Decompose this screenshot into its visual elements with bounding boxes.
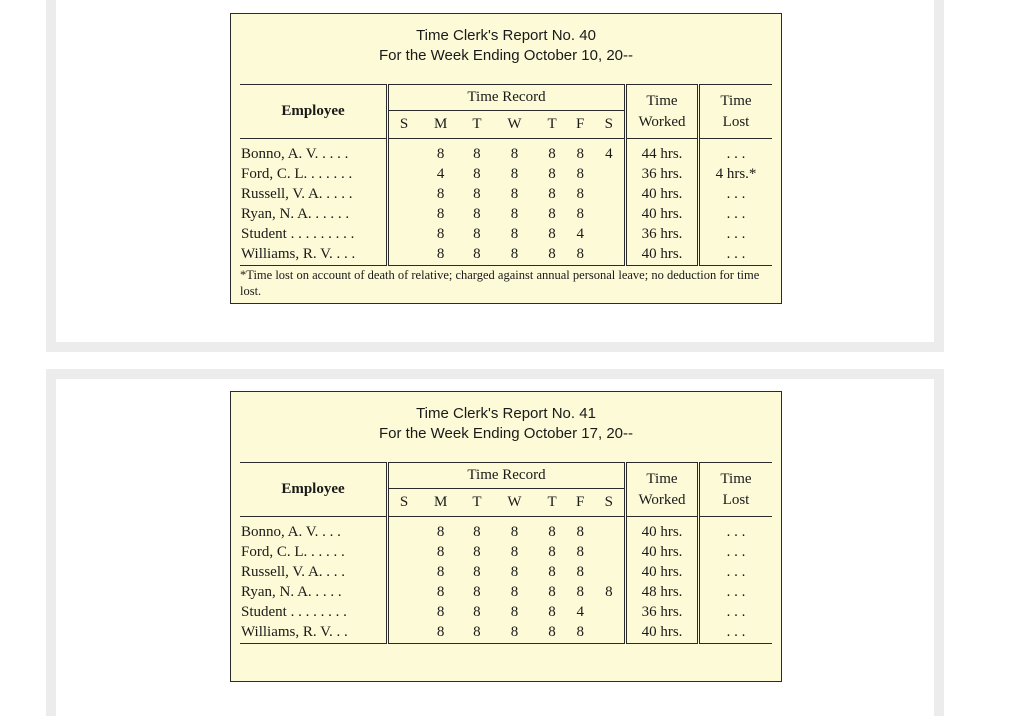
day-hours bbox=[388, 622, 420, 644]
time-lost: . . . bbox=[726, 563, 746, 580]
day-hours: 8 bbox=[473, 165, 481, 182]
day-hours: 8 bbox=[419, 244, 462, 266]
time-lost: . . . bbox=[726, 185, 746, 202]
day-hours: 8 bbox=[473, 523, 481, 540]
header-employee: Employee bbox=[240, 85, 388, 139]
day-hours: 8 bbox=[567, 622, 594, 644]
employee-name: Russell, V. A. . . . . bbox=[241, 185, 353, 202]
employee-name: Russell, V. A. . . . bbox=[241, 563, 346, 580]
report-title bbox=[231, 14, 781, 62]
day-header: S bbox=[388, 489, 420, 517]
day-hours: 8 bbox=[576, 205, 584, 222]
header-time-lost-line1: Time bbox=[720, 92, 752, 109]
employee-name: Ryan, N. A. . . . . bbox=[241, 583, 342, 600]
report-title bbox=[231, 392, 781, 440]
day-hours: 8 bbox=[576, 165, 584, 182]
day-hours: 8 bbox=[548, 225, 556, 242]
day-hours bbox=[388, 224, 420, 244]
table-row bbox=[240, 562, 772, 582]
day-hours bbox=[594, 562, 626, 582]
day-hours bbox=[388, 582, 420, 602]
day-hours: 8 bbox=[510, 205, 519, 222]
day-hours: 8 bbox=[473, 205, 481, 222]
table-row bbox=[240, 244, 772, 266]
day-hours bbox=[594, 622, 626, 644]
time-lost: . . . bbox=[726, 603, 746, 620]
day-hours: 8 bbox=[548, 145, 556, 162]
time-worked: 36 hrs. bbox=[626, 224, 699, 244]
day-hours bbox=[594, 542, 626, 562]
header-time-worked-line2: Worked bbox=[638, 491, 686, 508]
day-hours: 8 bbox=[462, 622, 492, 644]
header-time-lost bbox=[699, 463, 773, 517]
day-hours: 4 bbox=[436, 165, 445, 182]
header-time-lost bbox=[699, 85, 773, 139]
day-header: S bbox=[594, 111, 626, 139]
employee-name: Student . . . . . . . . . bbox=[241, 225, 355, 242]
day-hours: 8 bbox=[510, 603, 519, 620]
day-hours: 8 bbox=[419, 622, 462, 644]
day-hours: 8 bbox=[510, 145, 519, 162]
employee-name: Williams, R. V. . . . bbox=[240, 244, 388, 266]
table-row bbox=[240, 164, 772, 184]
day-hours bbox=[388, 542, 420, 562]
employee-name: Student . . . . . . . . bbox=[241, 603, 347, 620]
day-hours: 8 bbox=[473, 543, 481, 560]
report-panel bbox=[46, 0, 944, 352]
time-worked: 44 hrs. bbox=[626, 139, 699, 165]
day-hours bbox=[594, 224, 626, 244]
day-hours bbox=[594, 164, 626, 184]
footnote: *Time lost on account of death of relative; charged against annual personal leave; no deduction for time lost. bbox=[240, 268, 760, 298]
table-row bbox=[240, 224, 772, 244]
employee-name: Ford, C. L. . . . . . bbox=[241, 543, 345, 560]
time-worked: 40 hrs. bbox=[626, 622, 699, 644]
day-hours bbox=[594, 602, 626, 622]
time-record-table bbox=[240, 462, 772, 644]
day-header: M bbox=[419, 111, 462, 139]
time-lost: . . . bbox=[726, 205, 746, 222]
day-hours: 8 bbox=[436, 185, 445, 202]
day-header: F bbox=[567, 489, 594, 517]
day-hours: 8 bbox=[548, 543, 556, 560]
time-lost: . . . bbox=[726, 543, 746, 560]
day-hours: 8 bbox=[462, 244, 492, 266]
table-row bbox=[240, 139, 772, 165]
header-time-worked bbox=[626, 85, 699, 139]
time-lost: . . . bbox=[699, 244, 773, 266]
time-worked: 40 hrs. bbox=[626, 517, 699, 543]
header-time-record: Time Record bbox=[388, 463, 626, 489]
day-hours bbox=[388, 517, 420, 543]
day-hours: 8 bbox=[473, 563, 481, 580]
day-hours: 8 bbox=[436, 225, 445, 242]
table-row bbox=[240, 582, 772, 602]
day-hours: 8 bbox=[473, 185, 481, 202]
day-hours: 8 bbox=[510, 523, 519, 540]
day-hours bbox=[594, 184, 626, 204]
day-hours: 8 bbox=[473, 145, 481, 162]
header-employee: Employee bbox=[240, 463, 388, 517]
day-hours: 8 bbox=[436, 145, 445, 162]
header-time-lost-line2: Lost bbox=[722, 113, 750, 130]
time-lost: . . . bbox=[699, 622, 773, 644]
table-row bbox=[240, 622, 772, 644]
day-hours: 8 bbox=[436, 543, 445, 560]
time-clerk-report bbox=[230, 13, 782, 304]
report-number: Time Clerk's Report No. 40 bbox=[416, 27, 596, 44]
day-hours: 8 bbox=[492, 244, 538, 266]
time-worked: 40 hrs. bbox=[626, 184, 699, 204]
header-time-worked bbox=[626, 463, 699, 517]
employee-name: Ford, C. L. . . . . . . bbox=[241, 165, 353, 182]
day-hours: 8 bbox=[436, 603, 445, 620]
day-hours: 8 bbox=[510, 185, 519, 202]
time-lost: . . . bbox=[726, 145, 746, 162]
day-hours bbox=[594, 517, 626, 543]
day-hours: 8 bbox=[473, 603, 481, 620]
time-worked: 48 hrs. bbox=[626, 582, 699, 602]
day-hours bbox=[594, 204, 626, 224]
day-header: T bbox=[462, 111, 492, 139]
day-header: S bbox=[594, 489, 626, 517]
day-hours: 8 bbox=[492, 622, 538, 644]
day-hours bbox=[388, 562, 420, 582]
day-hours bbox=[388, 184, 420, 204]
day-hours bbox=[388, 139, 420, 165]
day-hours: 8 bbox=[576, 583, 584, 600]
header-time-worked-line1: Time bbox=[646, 92, 678, 109]
table-row bbox=[240, 184, 772, 204]
employee-name: Bonno, A. V. . . . bbox=[241, 523, 341, 540]
day-hours: 8 bbox=[548, 583, 556, 600]
day-hours: 8 bbox=[548, 523, 556, 540]
day-hours bbox=[388, 164, 420, 184]
day-header: T bbox=[537, 489, 567, 517]
day-hours bbox=[388, 602, 420, 622]
day-hours: 8 bbox=[510, 563, 519, 580]
time-worked: 36 hrs. bbox=[626, 164, 699, 184]
day-hours bbox=[594, 244, 626, 266]
day-hours: 8 bbox=[548, 603, 556, 620]
employee-name: Ryan, N. A. . . . . . bbox=[241, 205, 350, 222]
week-ending: For the Week Ending October 17, 20-- bbox=[378, 425, 634, 442]
header-time-lost-line1: Time bbox=[720, 470, 752, 487]
table-row bbox=[240, 542, 772, 562]
time-worked: 40 hrs. bbox=[626, 204, 699, 224]
header-time-lost-line2: Lost bbox=[722, 491, 750, 508]
day-hours: 8 bbox=[576, 563, 584, 580]
day-hours: 8 bbox=[510, 543, 519, 560]
day-hours: 8 bbox=[567, 244, 594, 266]
day-header: T bbox=[462, 489, 492, 517]
day-hours: 8 bbox=[436, 523, 445, 540]
day-header: M bbox=[419, 489, 462, 517]
table-row bbox=[240, 517, 772, 543]
time-lost: 4 hrs.* bbox=[715, 165, 757, 182]
day-hours: 8 bbox=[576, 523, 584, 540]
time-lost: . . . bbox=[726, 583, 746, 600]
time-clerk-report bbox=[230, 391, 782, 682]
week-ending: For the Week Ending October 10, 20-- bbox=[378, 47, 634, 64]
day-hours: 8 bbox=[576, 145, 584, 162]
time-worked: 40 hrs. bbox=[626, 562, 699, 582]
day-header: T bbox=[537, 111, 567, 139]
day-hours: 8 bbox=[594, 582, 626, 602]
employee-name: Bonno, A. V. . . . . bbox=[241, 145, 349, 162]
time-lost: . . . bbox=[726, 523, 746, 540]
header-time-worked-line2: Worked bbox=[638, 113, 686, 130]
time-lost: . . . bbox=[726, 225, 746, 242]
employee-name: Williams, R. V. . . bbox=[240, 622, 388, 644]
table-row bbox=[240, 602, 772, 622]
day-hours: 4 bbox=[594, 139, 626, 165]
day-header: F bbox=[567, 111, 594, 139]
day-hours: 8 bbox=[576, 543, 584, 560]
time-worked: 40 hrs. bbox=[626, 244, 699, 266]
day-hours: 8 bbox=[548, 165, 556, 182]
time-record-table bbox=[240, 84, 772, 266]
day-hours: 4 bbox=[576, 603, 584, 620]
day-hours: 8 bbox=[510, 583, 519, 600]
header-time-record: Time Record bbox=[388, 85, 626, 111]
day-hours: 8 bbox=[436, 563, 445, 580]
report-panel bbox=[46, 369, 944, 716]
time-worked: 40 hrs. bbox=[626, 542, 699, 562]
day-hours: 4 bbox=[576, 225, 584, 242]
day-hours: 8 bbox=[537, 622, 567, 644]
day-hours bbox=[388, 244, 420, 266]
day-hours: 8 bbox=[510, 165, 519, 182]
header-time-worked-line1: Time bbox=[646, 470, 678, 487]
day-hours: 8 bbox=[576, 185, 584, 202]
day-hours: 8 bbox=[436, 583, 445, 600]
day-hours: 8 bbox=[510, 225, 519, 242]
day-hours: 8 bbox=[436, 205, 445, 222]
day-hours: 8 bbox=[473, 583, 481, 600]
day-hours: 8 bbox=[537, 244, 567, 266]
day-hours: 8 bbox=[548, 185, 556, 202]
day-header: S bbox=[388, 111, 420, 139]
table-row bbox=[240, 204, 772, 224]
day-hours: 8 bbox=[473, 225, 481, 242]
day-header: W bbox=[492, 489, 538, 517]
day-hours bbox=[388, 204, 420, 224]
report-number: Time Clerk's Report No. 41 bbox=[416, 405, 596, 422]
time-worked: 36 hrs. bbox=[626, 602, 699, 622]
day-header: W bbox=[492, 111, 538, 139]
day-hours: 8 bbox=[548, 205, 556, 222]
day-hours: 8 bbox=[548, 563, 556, 580]
